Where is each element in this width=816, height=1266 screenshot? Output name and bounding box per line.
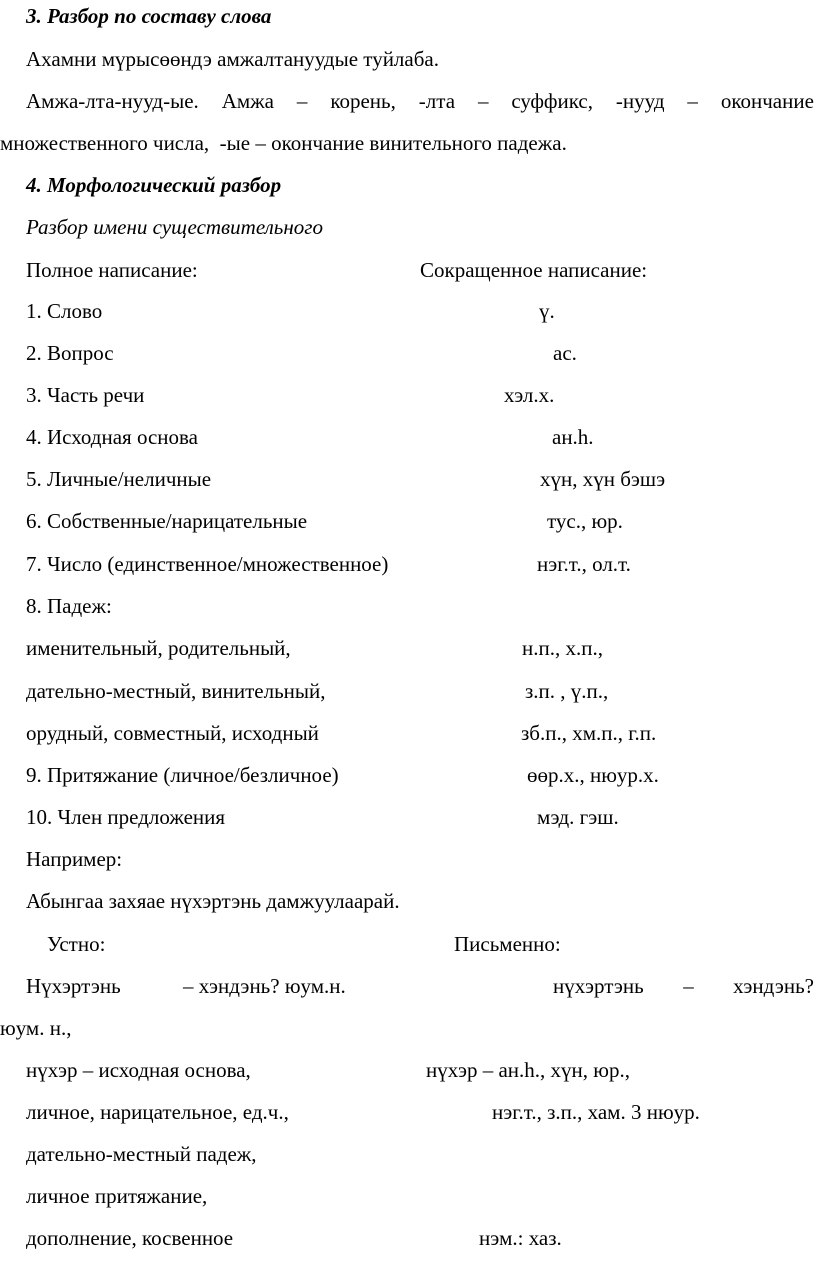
- example-label: Например:: [26, 847, 123, 871]
- written-part: нүхэртэнь: [553, 974, 644, 998]
- row-short: ан.һ.: [552, 425, 594, 449]
- analysis-word: –: [687, 89, 698, 113]
- row-short: ү.: [539, 299, 555, 323]
- example-oral-line: дополнение, косвенное: [26, 1226, 234, 1250]
- analysis-word: окончание: [720, 89, 814, 113]
- column-header-full: Полное написание:: [26, 258, 198, 282]
- row-full: именительный, родительный,: [26, 636, 291, 660]
- written-label: Письменно:: [454, 932, 561, 956]
- example-written-line: нэм.: хаз.: [479, 1226, 562, 1250]
- analysis-word: -лта: [418, 89, 456, 113]
- example-oral-line: личное, нарицательное, ед.ч.,: [26, 1100, 289, 1124]
- row-full: 10. Член предложения: [26, 805, 226, 829]
- row-full: 3. Часть речи: [26, 383, 145, 407]
- analysis-word: Амжа-лта-нууд-ые.: [26, 89, 199, 113]
- example-oral-line: личное притяжание,: [26, 1184, 208, 1208]
- example-oral-line: дательно-местный падеж,: [26, 1142, 257, 1166]
- section-3-heading: 3. Разбор по составу слова: [26, 4, 272, 28]
- row-full: дательно-местный, винительный,: [26, 679, 326, 703]
- example-word: Нүхэртэнь: [26, 974, 121, 998]
- row-full: 2. Вопрос: [26, 341, 114, 365]
- row-full: орудный, совместный, исходный: [26, 721, 319, 745]
- analysis-word: –: [296, 89, 308, 113]
- row-full: 8. Падеж:: [26, 594, 112, 618]
- example-oral-line: нүхэр – исходная основа,: [26, 1058, 251, 1082]
- row-short: өөр.х., нюур.х.: [527, 763, 659, 787]
- example-written-line: нэг.т., з.п., хам. 3 нюур.: [492, 1100, 700, 1124]
- column-header-short: Сокращенное написание:: [420, 258, 648, 282]
- row-short: хүн, хүн бэшэ: [540, 467, 666, 491]
- section-4-subheading: Разбор имени существительного: [26, 215, 323, 239]
- section-3-analysis-line-2: множественного числа, -ые – окончание винительного падежа.: [0, 131, 567, 155]
- row-full: 9. Притяжание (личное/безличное): [26, 763, 339, 787]
- row-full: 4. Исходная основа: [26, 425, 198, 449]
- row-short: тус., юр.: [547, 509, 623, 533]
- row-full: 6. Собственные/нарицательные: [26, 509, 308, 533]
- row-short: зб.п., хм.п., г.п.: [521, 721, 657, 745]
- example-written-analysis: [553, 974, 814, 998]
- example-sentence: Абынгаа захяае нүхэртэнь дамжуулаарай.: [26, 889, 400, 913]
- section-4-heading: 4. Морфологический разбор: [26, 173, 282, 197]
- oral-label: Устно:: [47, 932, 106, 956]
- analysis-word: корень,: [330, 89, 396, 113]
- analysis-word: –: [477, 89, 489, 113]
- row-full: 1. Слово: [26, 299, 103, 323]
- analysis-word: -нууд: [615, 89, 665, 113]
- written-part: хэндэнь?: [733, 974, 814, 998]
- example-written-line: нүхэр – ан.һ., хүн, юр.,: [426, 1058, 630, 1082]
- row-short: мэд. гэш.: [537, 805, 619, 829]
- row-short: з.п. , ү.п.,: [525, 679, 609, 703]
- written-part: –: [683, 974, 694, 998]
- row-short: н.п., х.п.,: [522, 636, 603, 660]
- row-full: 7. Число (единственное/множественное): [26, 552, 389, 576]
- example-oral-analysis: – хэндэнь? юум.н.: [183, 974, 346, 998]
- section-3-analysis-line: [26, 89, 814, 113]
- example-written-wrap: юум. н.,: [0, 1016, 72, 1040]
- analysis-word: суффикс,: [511, 89, 593, 113]
- section-3-task-sentence: Ахамни мүрысөөндэ амжалтануудые туйлаба.: [26, 47, 439, 71]
- row-short: ас.: [553, 341, 577, 365]
- row-short: нэг.т., ол.т.: [537, 552, 631, 576]
- row-short: хэл.х.: [504, 383, 555, 407]
- row-full: 5. Личные/неличные: [26, 467, 212, 491]
- analysis-word: Амжа: [221, 89, 274, 113]
